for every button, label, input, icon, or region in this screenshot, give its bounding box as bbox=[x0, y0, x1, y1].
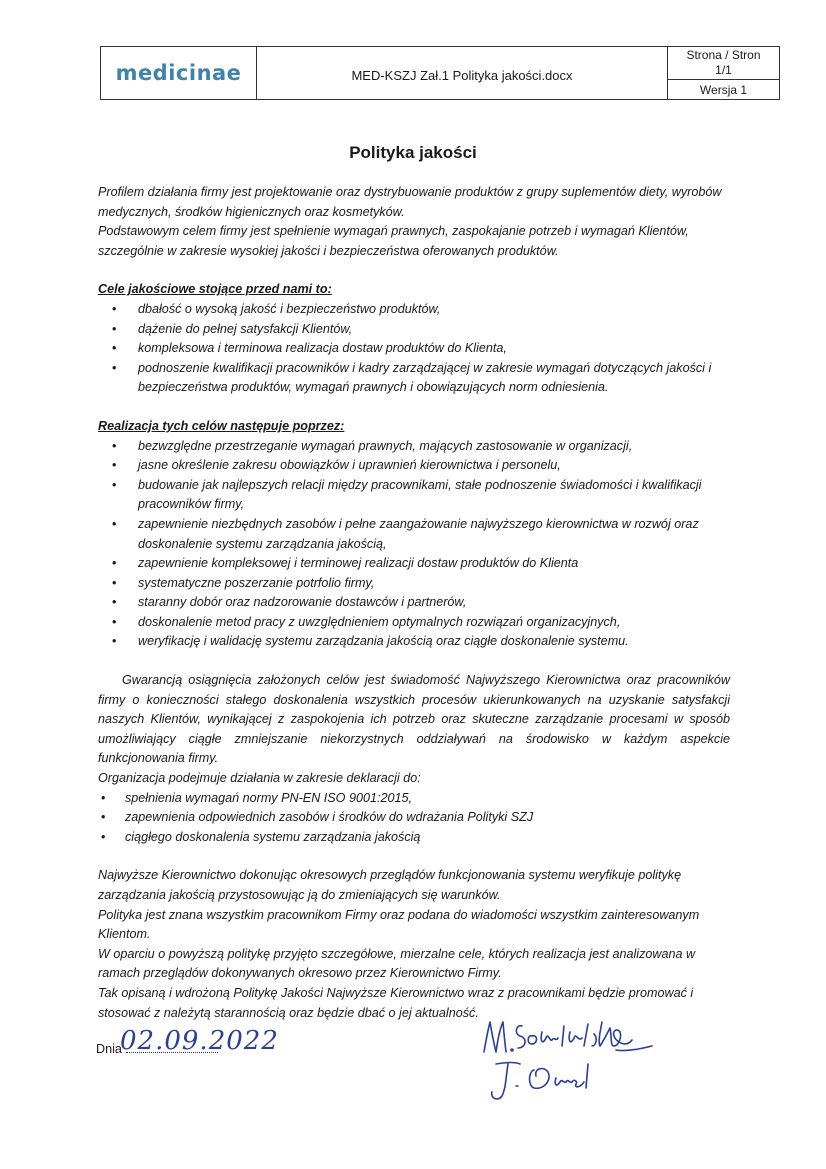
page-info-box bbox=[667, 47, 779, 99]
signature-block bbox=[96, 1026, 776, 1130]
list-item: • jasne określenie zakresu obowiązków i uprawnień kierownictwa i personelu, bbox=[98, 456, 730, 476]
goals-heading: Cele jakościowe stojące przed nami to: bbox=[98, 282, 332, 297]
signature-2-stroke bbox=[492, 1063, 588, 1099]
document-header bbox=[100, 46, 780, 100]
list-item: • bezwzględne przestrzeganie wymagań prawnych, mających zastosowanie w organizacji, bbox=[98, 437, 730, 457]
list-item: • zapewnienie niezbędnych zasobów i pełne zaangażowanie najwyższego kierownictwa w rozwój oraz doskonalenie systemu zarządzania jakością, bbox=[98, 515, 730, 554]
list-item: • doskonalenie metod pracy z uwzględnieniem optymalnych rozwiązań organizacyjnych, bbox=[98, 613, 730, 633]
page-label: Strona / Stron bbox=[686, 48, 761, 62]
list-item: • zapewnienia odpowiednich zasobów i środków do wdrażania Polityki SZJ bbox=[98, 808, 730, 828]
list-item: • spełnienia wymagań normy PN-EN ISO 9001:2015, bbox=[98, 789, 730, 809]
guarantee-paragraph: Gwarancją osiągnięcia założonych celów jest świadomość Najwyższego Kierownictwa oraz pracowników firmy o konieczności stałego doskonalenia wszystkich procesów ukierunkowanych na uzyskanie satysfakcji naszych Klientów, wynikającej z zaspokojenia ich potrzeb oraz skuteczne zarządzanie procesami w sposób umożliwiający ciągłe zmniejszanie niekorzystnych oddziaływań na środowisko w każdym aspekcie funkcjonowania firmy. bbox=[98, 673, 730, 766]
page-counter bbox=[668, 47, 779, 79]
closing-paragraph-4: Tak opisaną i wdrożoną Politykę Jakości Najwyższe Kierownictwo wraz z pracownikami będzie promować i stosować z należytą starannością oraz będzie dbać o jej aktualność. bbox=[98, 985, 694, 1020]
date-label: Dnia bbox=[96, 1042, 122, 1056]
realization-list bbox=[98, 437, 730, 653]
signature-1-dot bbox=[511, 1049, 513, 1051]
list-item: • ciągłego doskonalenia systemu zarządzania jakością bbox=[98, 828, 730, 848]
handwritten-signatures bbox=[476, 1012, 696, 1112]
declaration-lead: Organizacja podejmuje działania w zakresie deklaracji do: bbox=[98, 771, 421, 786]
closing-paragraph-2: Polityka jest znana wszystkim pracownikom Firmy oraz podana do wiadomości wszystkim zainteresowanym Klientom. bbox=[98, 907, 700, 942]
list-item: • kompleksowa i terminowa realizacja dostaw produktów do Klienta, bbox=[98, 339, 730, 359]
list-item: • dbałość o wysoką jakość i bezpieczeństwo produktów, bbox=[98, 300, 730, 320]
handwritten-date: 02.09.2022 bbox=[120, 1026, 279, 1056]
page-title: Polityka jakości bbox=[349, 143, 477, 162]
document-body bbox=[98, 183, 730, 1023]
intro-paragraph-1: Profilem działania firmy jest projektowanie oraz dystrybuowanie produktów z grupy suplementów diety, wyrobów medycznych, środków higienicznych oraz kosmetyków. bbox=[98, 185, 722, 219]
list-item: • weryfikację i walidację systemu zarządzania jakością oraz ciągłe doskonalenie systemu. bbox=[98, 632, 730, 652]
version-label: Wersja 1 bbox=[668, 79, 779, 99]
realization-heading: Realizacja tych celów następuje poprzez: bbox=[98, 418, 345, 433]
company-logo: medicinae bbox=[101, 47, 257, 99]
page-value: 1/1 bbox=[715, 63, 732, 77]
list-item: • podnoszenie kwalifikacji pracowników i kadry zarządzającej w zakresie wymagań dotyczących jakości i bezpieczeństwa produktów, wymagań prawnych i obowiązujących norm odniesienia. bbox=[98, 359, 730, 398]
list-item: • budowanie jak najlepszych relacji między pracownikami, stałe podnoszenie świadomości i kwalifikacji pracowników firmy, bbox=[98, 476, 730, 515]
closing-paragraph-1: Najwyższe Kierownictwo dokonując okresowych przeglądów funkcjonowania systemu weryfikuje politykę zarządzania jakością przystosowując ją do zmieniających się warunków. bbox=[98, 868, 682, 902]
list-item: • dążenie do pełnej satysfakcji Klientów, bbox=[98, 320, 730, 340]
signature-1-initial bbox=[484, 1022, 506, 1052]
list-item: • systematyczne poszerzanie potrfolio firmy, bbox=[98, 574, 730, 594]
intro-paragraph-2: Podstawowym celem firmy jest spełnienie wymagań prawnych, zaspokajanie potrzeb i wymagań Klientów, szczególnie w zakresie wysokiej jakości i bezpieczeństwa oferowanych produktów. bbox=[98, 224, 689, 258]
list-item: • zapewnienie kompleksowej i terminowej realizacji dostaw produktów do Klienta bbox=[98, 554, 730, 574]
closing-paragraph-3: W oparciu o powyższą politykę przyjęto szczegółowe, mierzalne cele, których realizacja jest analizowana w ramach przeglądów dokonywanych okresowo przez Kierownictwo Firmy. bbox=[98, 946, 696, 981]
declaration-list bbox=[98, 789, 730, 848]
document-filename: MED-KSZJ Zał.1 Polityka jakości.docx bbox=[351, 67, 573, 83]
signature-1-stroke bbox=[516, 1022, 652, 1051]
goals-list bbox=[98, 300, 730, 398]
list-item: • staranny dobór oraz nadzorowanie dostawców i partnerów, bbox=[98, 593, 730, 613]
